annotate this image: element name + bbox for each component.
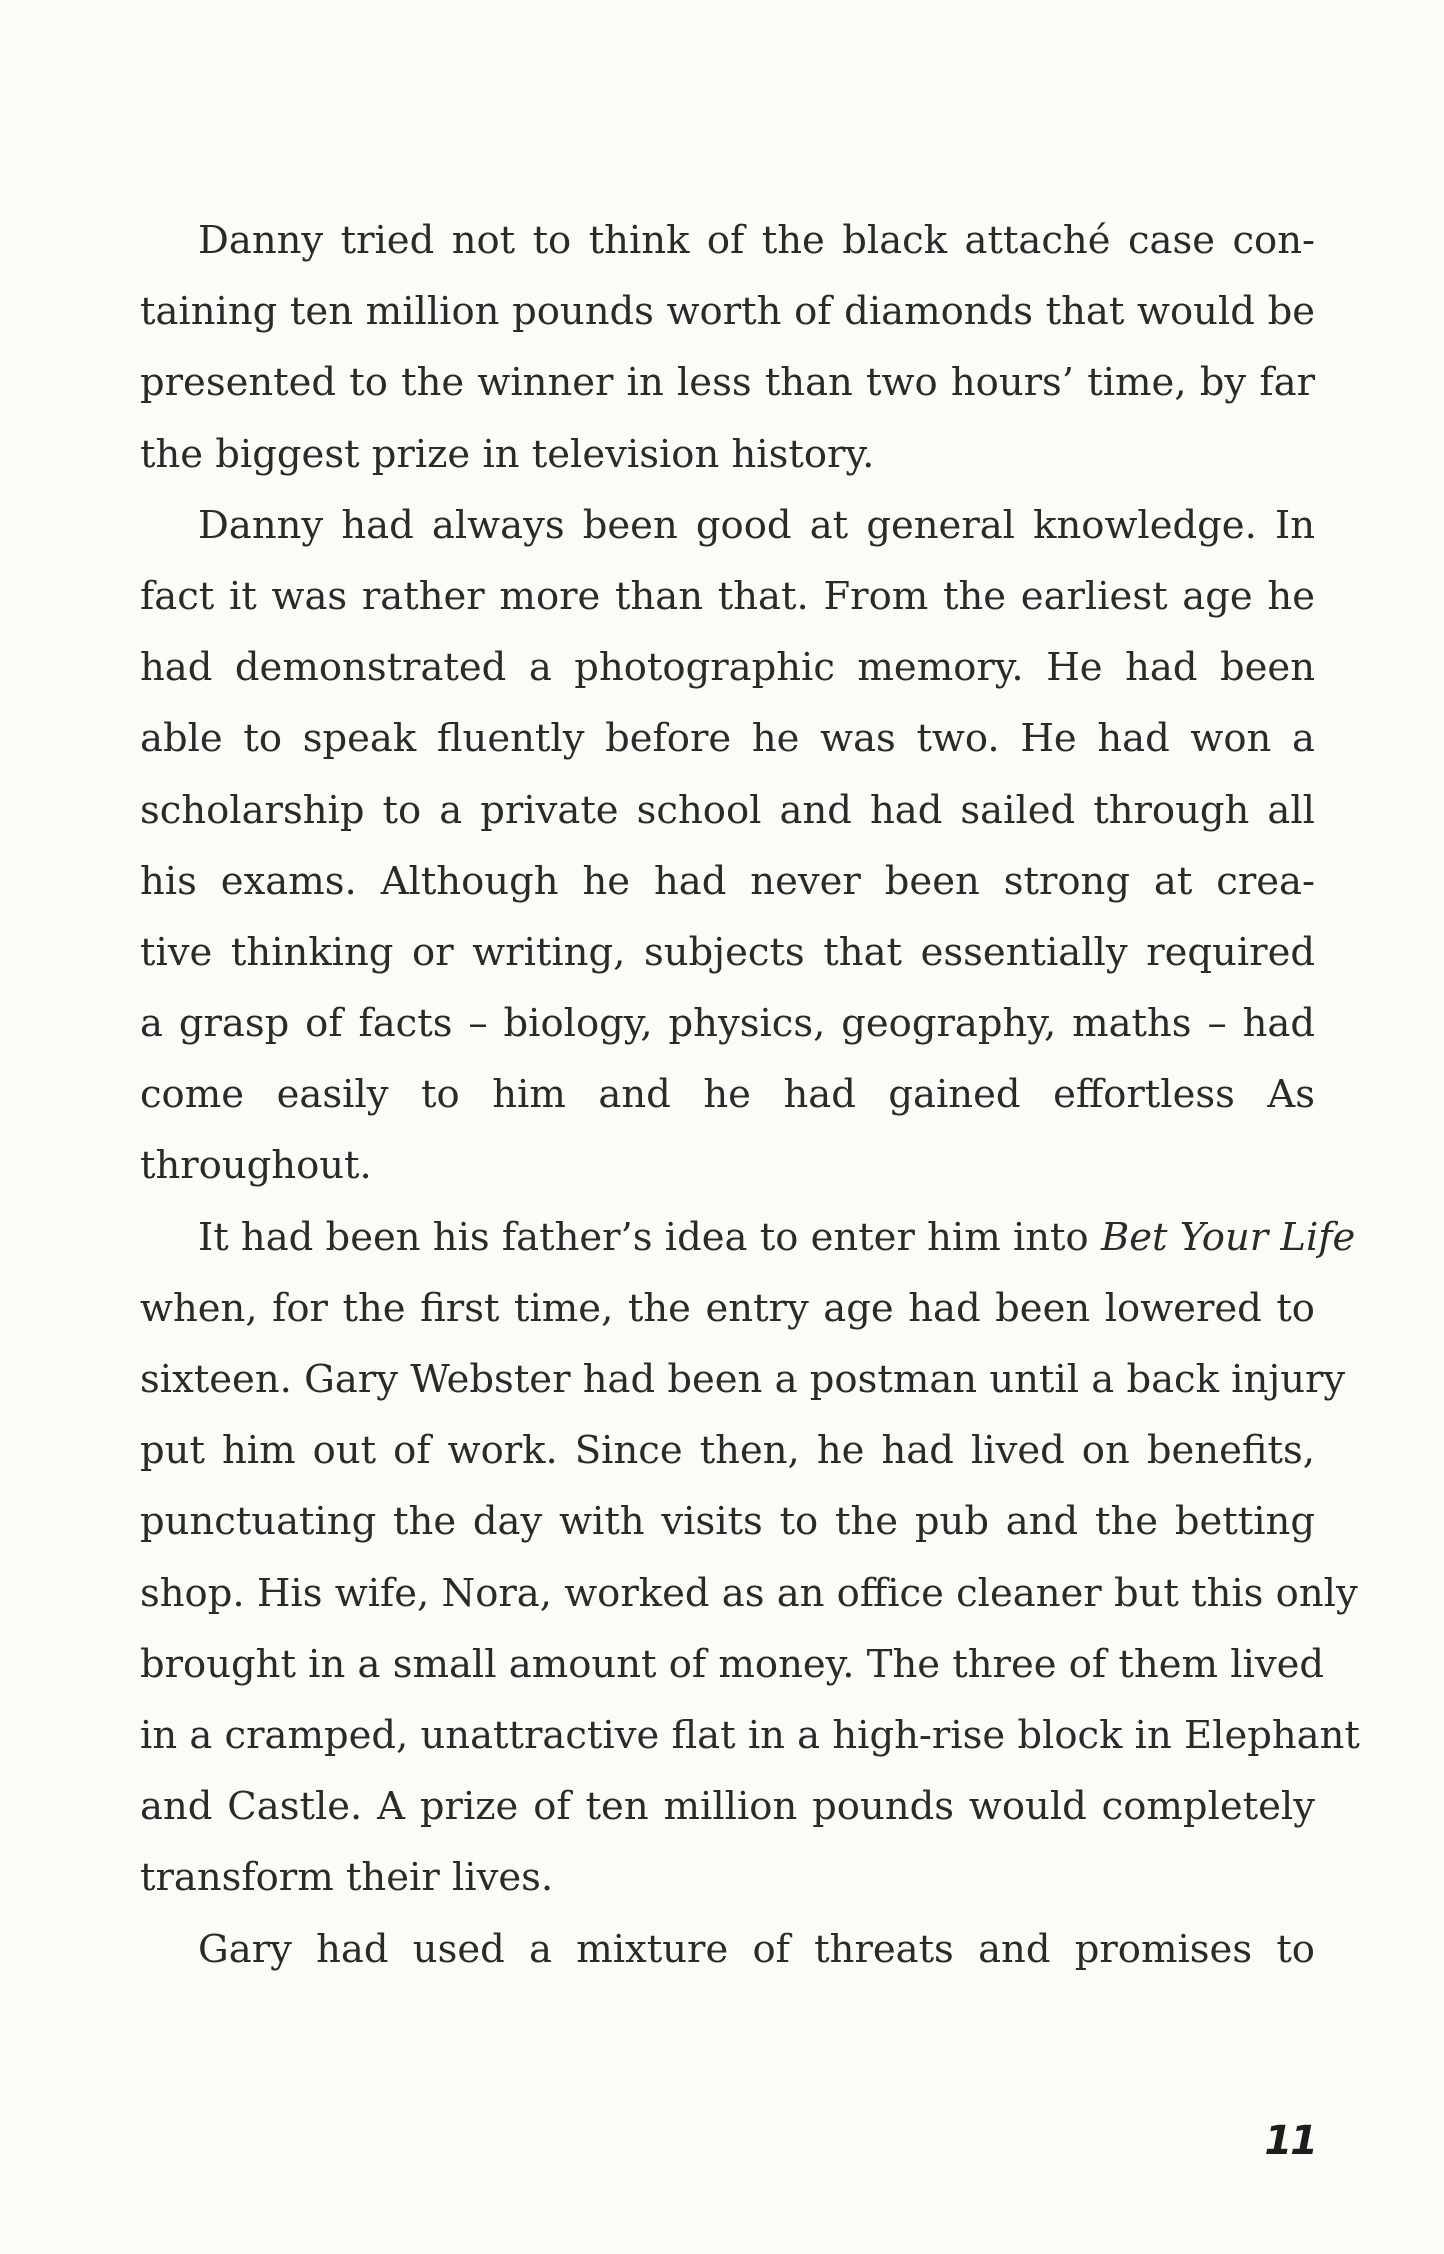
text-line: his exams. Although he had never been strong at crea-: [140, 858, 1315, 904]
page-number: 11: [1264, 2118, 1316, 2164]
text-line: presented to the winner in less than two hours’ time, by far: [140, 360, 1315, 406]
text-line: shop. His wife, Nora, worked as an office cleaner but this only: [140, 1570, 1358, 1616]
text-line: taining ten million pounds worth of diamonds that would be: [140, 289, 1315, 335]
text-line: sixteen. Gary Webster had been a postman until a back injury: [140, 1357, 1346, 1402]
text-line: able to speak fluently before he was two. He had won a: [140, 716, 1315, 762]
text-line: Gary had used a mixture of threats and promises to: [198, 1926, 1315, 1972]
text-line: transform their lives.: [140, 1855, 554, 1901]
text-line: tive thinking or writing, subjects that essentially required: [140, 929, 1315, 975]
text-line: Danny tried not to think of the black attaché case con-: [198, 218, 1315, 263]
text-line: throughout.: [140, 1143, 372, 1189]
text-line: the biggest prize in television history.: [140, 431, 875, 477]
text-line: a grasp of facts – biology, physics, geography, maths – had: [140, 1001, 1315, 1047]
text-line: punctuating the day with visits to the pub and the betting: [140, 1499, 1315, 1545]
text-line: come easily to him and he had gained effortless As: [140, 1072, 1315, 1118]
show-title: Bet Your Life: [1100, 1214, 1356, 1260]
text-line: and Castle. A prize of ten million pounds would completely: [140, 1784, 1315, 1830]
text-line: put him out of work. Since then, he had lived on benefits,: [140, 1428, 1315, 1474]
text-line: when, for the first time, the entry age had been lowered to: [140, 1285, 1315, 1331]
text-line: scholarship to a private school and had sailed through all: [140, 787, 1315, 833]
text-line: fact it was rather more than that. From the earliest age he: [140, 573, 1315, 619]
text-line: in a cramped, unattractive flat in a high-rise block in Elephant: [140, 1712, 1360, 1758]
text-line: had demonstrated a photographic memory. He had been: [140, 645, 1315, 691]
text-line: Danny had always been good at general knowledge. In: [198, 502, 1315, 548]
text-line: brought in a small amount of money. The three of them lived: [140, 1641, 1325, 1687]
text-line: It had been his father’s idea to enter him into Bet Your Life: [198, 1214, 1356, 1260]
body-text: [140, 205, 1360, 1985]
